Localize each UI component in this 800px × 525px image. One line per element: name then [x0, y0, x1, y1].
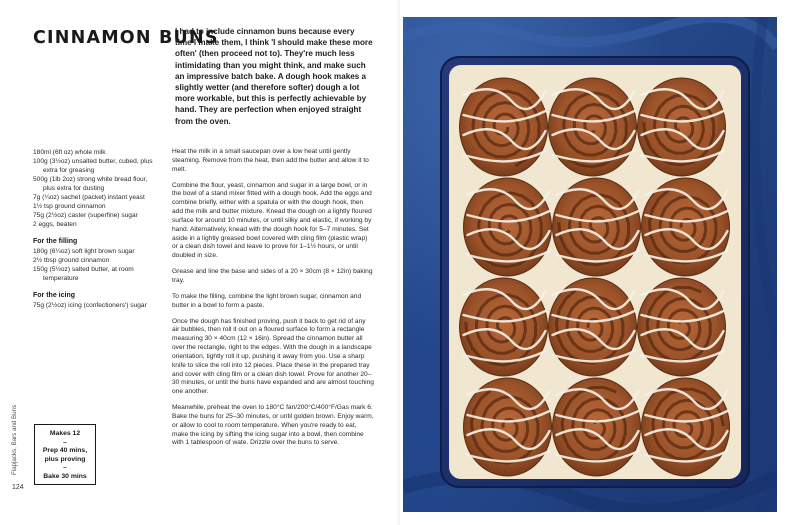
ingredient-line: 1½ tsp ground cinnamon [33, 203, 106, 210]
ingredient-line: 180g (6¼oz) soft light brown sugar [33, 248, 135, 255]
recipe-info-box [34, 424, 96, 485]
cinnamon-bun [553, 178, 641, 276]
method-step: Combine the flour, yeast, cinnamon and sugar in a large bowl, or in the bowl of a stand mixer fitted with a dough hook. Add the eggs and combine briefly, either with a spatula or with the dough hook, then add the milk and butter mixture. Knead the dough on a lightly floured surface for around 10 minutes, or until silky and elastic, if working by hand. Alternatively, knead with the dough hook for 5–7 minutes. Set aside in a lightly greased bowl covered with cling film (plastic wrap) or a clean dish towel and leave to prove for 1–1½ hours, or until doubled in size. [172, 181, 372, 260]
cinnamon-bun [638, 78, 726, 176]
info-divider: – [63, 438, 67, 446]
makes-label: Makes 12 [49, 430, 81, 437]
ingredient-line: 75g (2½oz) caster (superfine) sugar [33, 212, 138, 219]
cinnamon-bun [553, 378, 641, 476]
ingredient-line: extra for greasing [43, 167, 95, 174]
method-steps [172, 148, 374, 455]
page-number: 124 [12, 484, 24, 491]
cinnamon-bun [464, 378, 552, 476]
bake-time-label: Bake 30 mins [43, 472, 87, 480]
filling-heading: For the filling [33, 238, 78, 245]
method-step: Meanwhile, preheat the oven to 180°C fan/200°C/400°F/Gas mark 6. Bake the buns for 25–30 minutes, or until golden brown. Enjoy warm, or allow to cool to room temperature. When you're ready to eat, make the icing by sifting the icing sugar into a bowl, then combine with 1 tablespoon of wate. Drizzle over the buns to serve. [172, 404, 374, 447]
cinnamon-bun [638, 278, 726, 376]
method-step: To make the filling, combine the light brown sugar, cinnamon and butter in a bowl to form a paste. [172, 292, 362, 309]
cloth-fold [755, 17, 777, 512]
ingredient-line: 7g (¼oz) sachet (packet) instant yeast [33, 194, 145, 201]
ingredient-line: 100g (3½oz) unsalted butter, cubed, plus [33, 158, 153, 165]
ingredient-line: 75g (2½oz) icing (confectioners') sugar [33, 302, 147, 309]
method-step: Grease and line the base and sides of a 20 × 30cm (8 × 12in) baking tray. [172, 268, 373, 284]
ingredients-list [33, 148, 165, 310]
method-step: Once the dough has finished proving, push it back to get rid of any air bubbles, then roll it out on a floured surface to form a rectangle measuring 30 × 40cm (12 × 16in). Spread the cinnamon butter all over the rectangle, right to the edges. With the dough in a landscape orientation, tightly roll it up, pushing it away from you. Use a sharp knife to slice the roll into 12 pieces. Place these in the prepared tray and cover with cling film or a clean dish towel. Prove for another 20–30 minutes, or until the buns have expanded and are almost touching one another. [172, 317, 374, 396]
cinnamon-bun [549, 278, 637, 376]
ingredient-line: 2 eggs, beaten [33, 221, 77, 228]
cinnamon-bun [549, 78, 637, 176]
ingredients-icing [33, 301, 165, 310]
cinnamon-buns-photo [403, 17, 777, 512]
method-step: Heat the milk in a small saucepan over a low heat until gently steaming. Remove from the heat, then add the butter and allow it to melt. [172, 148, 369, 173]
recipe-title: CINNAMON BUNS [33, 28, 219, 48]
cinnamon-bun [460, 78, 548, 176]
ingredient-line: 150g (5½oz) salted butter, at room [33, 266, 134, 273]
prep-time-label: Prep 40 mins, [42, 447, 88, 455]
ingredient-line: 180ml (6fl oz) whole milk [33, 149, 106, 156]
ingredient-line: 2½ tbsp ground cinnamon [33, 257, 110, 264]
ingredient-line: temperature [43, 275, 79, 282]
cinnamon-bun [642, 178, 730, 276]
ingredient-line: plus extra for dusting [43, 185, 105, 192]
buns-illustration [403, 17, 777, 512]
info-divider: – [63, 464, 67, 472]
icing-heading: For the icing [33, 292, 75, 299]
ingredient-line: 500g (1lb 2oz) strong white bread flour, [33, 176, 148, 183]
ingredients-filling [33, 247, 165, 283]
cinnamon-bun [460, 278, 548, 376]
section-label: Flapjacks, Bars and Buns [11, 404, 18, 475]
ingredients-main [33, 148, 165, 229]
cinnamon-bun [464, 178, 552, 276]
cinnamon-bun [642, 378, 730, 476]
prep-time-note: plus proving [44, 455, 86, 463]
cloth-fold [403, 18, 777, 47]
recipe-intro: I had to include cinnamon buns because every time I make them, I think 'I should make these more often' (then proceed not to). They're much less intimidating than you might think, and make such an impressive batch bake. A dough hook makes a slightly wetter (and therefore softer) dough a lot more workable, but this is perfectly achievable by hand. They are perfection when enjoyed straight from the oven. [175, 27, 373, 126]
